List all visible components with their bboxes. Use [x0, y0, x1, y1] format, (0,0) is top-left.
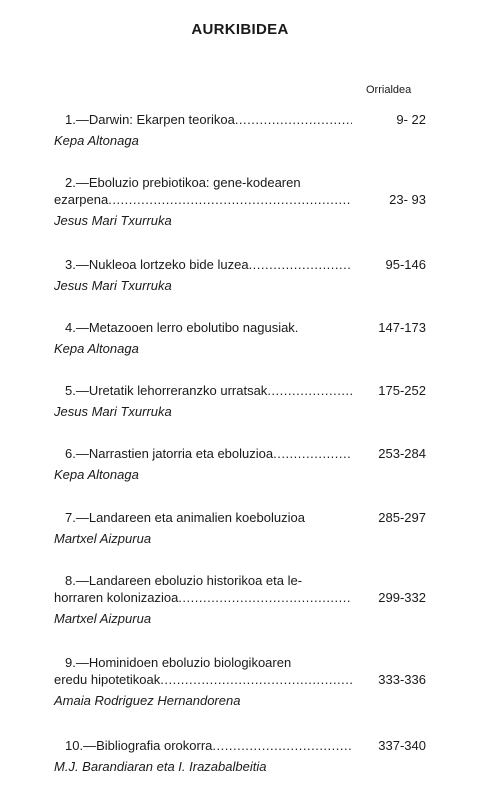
toc-entry-5	[54, 382, 426, 420]
entry-pages: 9- 22	[396, 112, 426, 127]
entry-pages: 147-173	[378, 320, 426, 335]
entry-title: 4.—Metazooen lerro ebolutibo nagusiak.	[65, 320, 299, 335]
entry-author: Kepa Altonaga	[54, 467, 139, 482]
toc-entry-3	[54, 256, 426, 294]
entry-title: 3.—Nukleoa lortzeko bide luzea .....	[65, 256, 352, 273]
entry-pages: 175-252	[378, 383, 426, 398]
entry-author: Jesus Mari Txurruka	[54, 213, 172, 228]
entry-pages: 299-332	[378, 590, 426, 605]
entry-title-continued: horraren kolonizazioa .....	[54, 589, 352, 606]
entry-title: 6.—Narrastien jatorria eta eboluzioa .....	[65, 445, 352, 462]
page-title: AURKIBIDEA	[191, 21, 289, 38]
entry-title: 5.—Uretatik lehorreranzko urratsak .....	[65, 382, 352, 399]
entry-pages: 95-146	[385, 257, 426, 272]
toc-entry-1	[54, 111, 426, 149]
toc-entry-10	[54, 737, 426, 775]
toc-entry-8	[54, 572, 426, 627]
entry-pages: 285-297	[378, 510, 426, 525]
entry-title: 2.—Eboluzio prebiotikoa: gene-kodearen	[65, 175, 301, 190]
toc-entry-9	[54, 654, 426, 709]
toc-entry-2	[54, 174, 426, 229]
entry-pages: 23- 93	[389, 192, 426, 207]
entry-pages: 337-340	[378, 738, 426, 753]
entry-title: 9.—Hominidoen eboluzio biologikoaren	[65, 655, 292, 670]
entry-author: Martxel Aizpurua	[54, 611, 152, 626]
entry-title-continued: eredu hipotetikoak .....	[54, 671, 352, 688]
entry-author: Jesus Mari Txurruka	[54, 404, 172, 419]
entry-pages: 253-284	[378, 446, 426, 461]
toc-entry-6	[54, 445, 426, 483]
entry-author: Jesus Mari Txurruka	[54, 278, 172, 293]
entry-title-continued: ezarpena .....	[54, 191, 352, 208]
entry-author: Martxel Aizpurua	[54, 531, 152, 546]
page-column-header: Orrialdea	[366, 84, 412, 96]
entry-title: 8.—Landareen eboluzio historikoa eta le-	[65, 573, 303, 588]
toc-entry-4	[54, 319, 426, 357]
entry-title: 10.—Bibliografia orokorra .....	[65, 737, 352, 754]
entry-title: 1.—Darwin: Ekarpen teorikoa .....	[65, 111, 352, 128]
entry-author: Kepa Altonaga	[54, 133, 139, 148]
entry-author: Amaia Rodriguez Hernandorena	[54, 693, 241, 708]
entry-author: M.J. Barandiaran eta I. Irazabalbeitia	[54, 759, 267, 774]
entry-title: 7.—Landareen eta animalien koeboluzioa	[65, 510, 305, 525]
entry-pages: 333-336	[378, 672, 426, 687]
toc-entry-7	[54, 509, 426, 547]
entry-author: Kepa Altonaga	[54, 341, 139, 356]
